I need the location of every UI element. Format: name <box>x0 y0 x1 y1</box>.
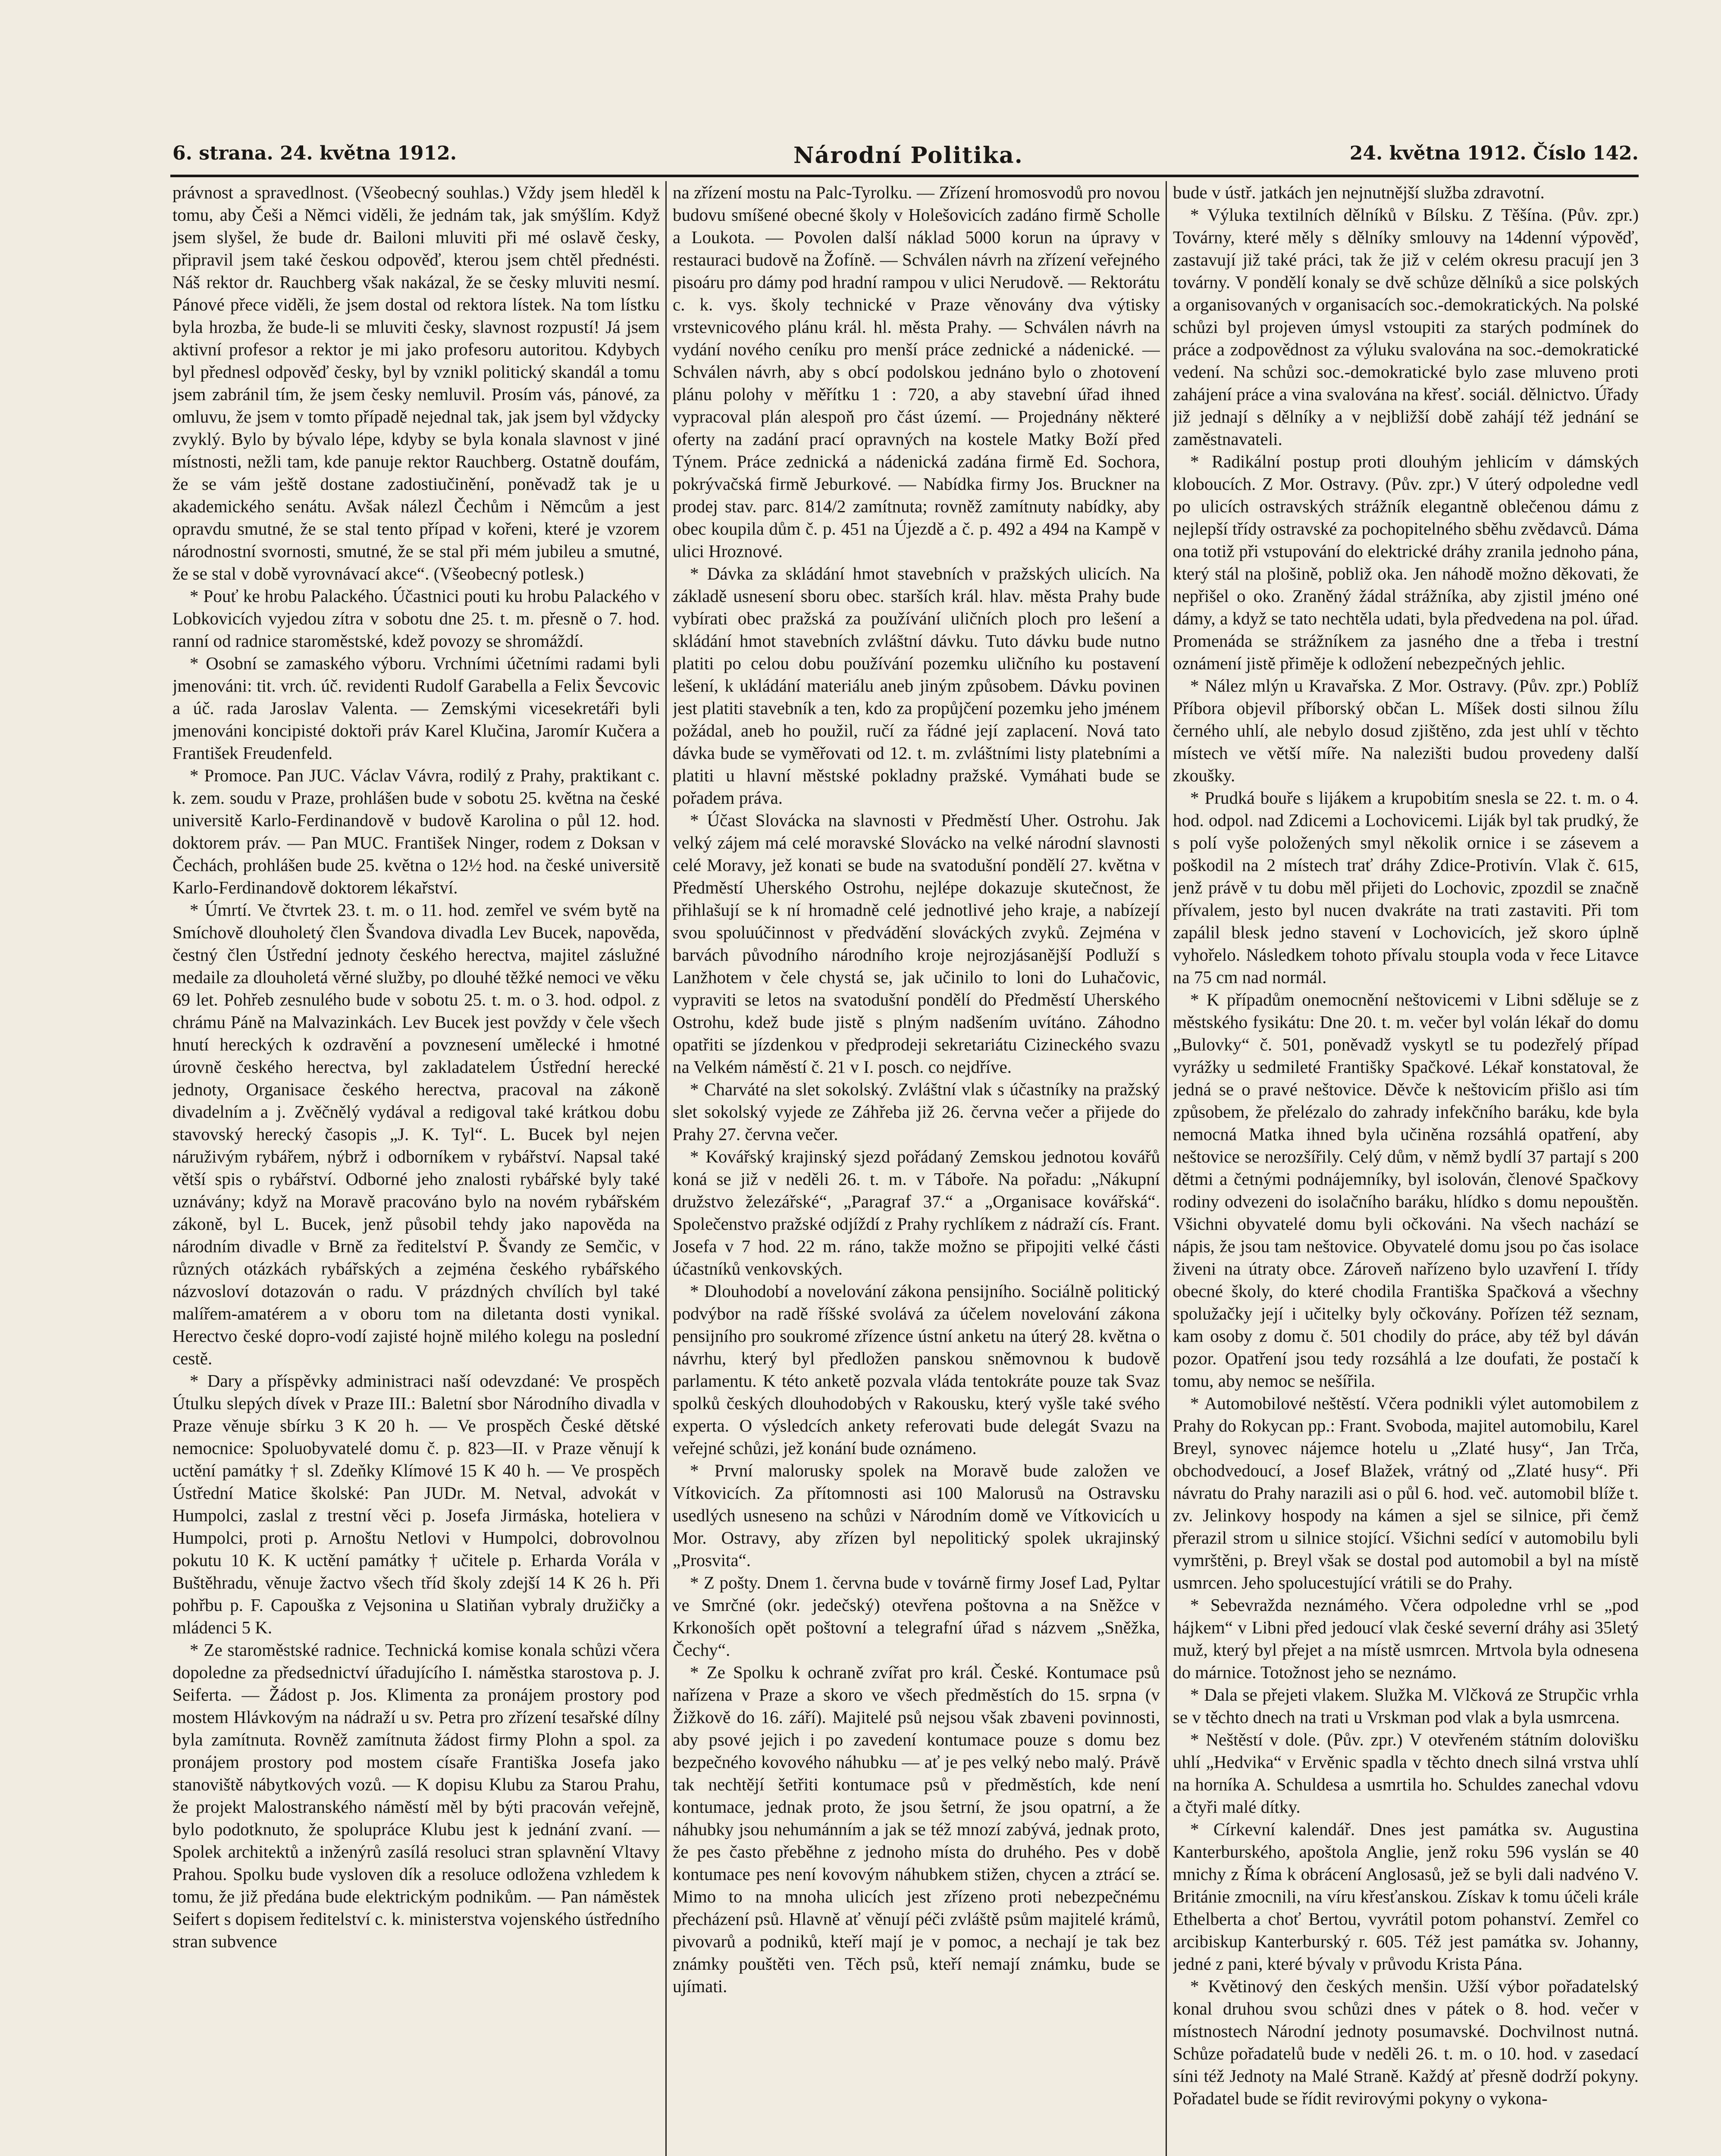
column-divider <box>1166 181 1167 2156</box>
article: * Církevní kalendář. Dnes jest památka sv. Augustina Kanterburského, apoštola Anglie, jenž roku 596 vyslán se 40 mnichy z Říma k obrácení Anglosasů, jež se byli dali nadvéno V. Británie zmocnili, na víru křesťanskou. Získav k tomu účeli krále Ethelberta a choť Bertou, vyvrátil potom pohanství. Zemřel co arcibiskup Kanterburský r. 605. Též jest památka sv. Johanny, jedné z pani, které bývaly v průvodu Krista Pána. <box>1173 1819 1639 1974</box>
article: * Výluka textilních dělníků v Bílsku. Z Těšína. (Pův. zpr.) Továrny, které měly s dělníky smlouvy na 14denní výpověď, zastavují již také práci, tak že již v celém okresu pracují jen 3 továrny. V pondělí konaly se dvě schůze dělníků a sice polských a organisovaných v organisacích soc.-demokratických. Na polské schůzi byl projeven úmysl vstoupiti za starých podmínek do práce a zodpovědnost za výluku svalována na soc.-demokratické vedení. Na schůzi soc.-demokratické bylo zase mluveno proti zahájení práce a vina svalována na křesť. sociál. dělnictvo. Úřady již jednají s dělníky a v nejbližší době zahájí též jednání se zaměstnavateli. <box>1173 205 1639 449</box>
article: * Ze staroměstské radnice. Technická komise konala schůzi včera dopoledne za předsednictví úřadujícího I. náměstka starostova p. J. Seiferta. — Žádost p. Jos. Klimenta za pronájem prostory pod mostem Hlávkovým na nádraží u sv. Petra pro zřízení tesařské dílny byla zamítnuta. Rovněž zamítnuta žádost firmy Plohn a spol. za pronájem prostory pod mostem císaře Františka Josefa jako stanoviště nábytkových vozů. — K dopisu Klubu za Starou Prahu, že projekt Malostranského náměstí měl by býti pracován veřejně, bylo podotknuto, že spolupráce Klubu jest k jednání zvaní. — Spolek architektů a inženýrů zasílá resoluci stran splavnění Vltavy Prahou. Spolku bude vysloven dík a resoluce odložena vzhledem k tomu, že již předána bude elektrickým podnikům. — Pan náměstek Seifert s dopisem ředitelství c. k. ministerstva vojenského ústředního stran subvence <box>172 1640 660 1951</box>
article: * Charváté na slet sokolský. Zvláštní vlak s účastníky na pražský slet sokolský vyjede ze Záhřeba již 26. června večer a přijede do Prahy 27. června večer. <box>673 1079 1160 1144</box>
header-masthead: Národní Politika. <box>793 142 1023 169</box>
article: * Kovářský krajinský sjezd pořádaný Zemskou jednotou kovářů koná se již v neděli 26. t. m. v Táboře. Na pořadu: „Nákupní družstvo železářské“, „Paragraf 37.“ a „Organisace kovářská“. Společenstvo pražské odjíždí z Prahy rychlíkem z nádraží cís. Frant. Josefa v 7 hod. 22 m. ráno, takže možno se připojiti velké části účastníků venkovských. <box>673 1147 1160 1279</box>
article: * Automobilové neštěstí. Včera podnikli výlet automobilem z Prahy do Rokycan pp.: Frant. Svoboda, majitel automobilu, Karel Breyl, synovec nájemce hotelu u „Zlaté husy“, Jan Trča, obchodvedoucí, a Josef Blažek, vrátný od „Zlaté husy“. Při návratu do Prahy narazili asi o půl 6. hod. več. automobil blíže t. zv. Jelinkovy hospody na kámen a sjel se silnice, při čemž přerazil strom u silnice stojící. Všichni sedící v automobilu byli vymrštěni, p. Breyl však se dostal pod automobil a byl na místě usmrcen. Jeho spolucestující vrátili se do Prahy. <box>1173 1393 1639 1592</box>
article: * První malorusky spolek na Moravě bude založen ve Vítkovicích. Za přítomnosti asi 100 Malorusů na Ostravsku usedlých usneseno na schůzi v Národním domě ve Vítkovicích u Mor. Ostravy, aby zřízen byl nepolitický spolek ukrajinský „Prosvita“. <box>673 1460 1160 1570</box>
article: * Dlouhodobí a novelování zákona pensijního. Sociálně politický podvýbor na radě říšské svolává za účelem novelování zákona pensijního pro soukromé zřízence ústní anketu na úterý 28. května o návrhu, který byl předložen panskou sněmovnou k budově parlamentu. K této anketě pozvala vláda tentokráte pouze tak Svaz spolků českých dlouhodobých v Rakousku, který vyšle také svého experta. O výsledcích ankety referovati bude delegát Svazu na veřejné schůzi, jež konání bude oznámeno. <box>673 1281 1160 1458</box>
column-3 <box>1173 181 1639 2156</box>
article: * Z pošty. Dnem 1. června bude v továrně firmy Josef Lad, Pyltar ve Smrčné (okr. jedečský) otevřena poštovna a na Sněžce v Krkonoších opět poštovní a telegrafní úřad s názvem „Sněžka, Čechy“. <box>673 1573 1160 1660</box>
article: * Dala se přejeti vlakem. Služka M. Vlčková ze Strupčic vrhla se v těchto dnech na trati u Vrskman pod vlak a byla usmrcena. <box>1173 1685 1639 1727</box>
page-header <box>172 142 1639 172</box>
article: * Květinový den českých menšin. Užší výbor pořadatelský konal druhou svou schůzi dnes v pátek o 8. hod. večer v místnostech Národní jednoty posumavské. Dochvilnost nutná. Schůze pořadatelů bude v neděli 26. t. m. o 10. hod. v zasedací síni též Jednoty na Malé Straně. Každý ať přesně dodrží pokyny. Pořadatel bude se řídit revirovými pokyny o vykona- <box>1173 1976 1639 2108</box>
article: právnost a spravedlnost. (Všeobecný souhlas.) Vždy jsem hleděl k tomu, aby Češi a Němci viděli, že jednám tak, jak smýšlím. Když jsem slyšel, že bude dr. Bailoni mluviti při mé oslavě česky, připravil jsem také českou odpověď, kterou jsem chtěl přednésti. Náš rektor dr. Rauchberg však nakázal, že se česky mluviti nesmí. Pánové přece viděli, že jsem dostal od rektora lístek. Na tom lístku byla hrozba, že bude-li se mluviti česky, slavnost rozpustí! Já jsem aktivní profesor a rektor je mi jako profesoru autoritou. Kdybych byl přednesl odpověď česky, byl by vznikl politický skandál a tomu jsem zabránil tím, že jsem česky nemluvil. Prosím vás, pánové, za omluvu, že jsem v tomto případě nejednal tak, jak jsem byl vždycky zvyklý. Bylo by bývalo lépe, kdyby se byla konala slavnost v jiné místnosti, nežli tam, kde panuje rektor Rauchberg. Ostatně doufám, že se vám ještě dostane zadostiučinění, poněvadž tak je u akademického senátu. Avšak nálezl Čechům i Němcům a jest opravdu smutné, že se stal tento případ v kořeni, které je vzorem národnostní svornosti, smutné, že se stal při mém jubileu a smutné, že se stal v době vyrovnávací akce“. (Všeobecný potlesk.) <box>172 182 660 583</box>
header-date-issue: 24. května 1912. Číslo 142. <box>1349 142 1639 164</box>
article: * Promoce. Pan JUC. Václav Vávra, rodilý z Prahy, praktikant c. k. zem. soudu v Praze, prohlášen bude v sobotu 25. května na české universitě Karlo-Ferdinandově v budově Karolina o půl 12. hod. doktorem práv. — Pan MUC. František Ninger, rodem z Doksan v Čechách, prohlášen bude 25. května o 12½ hod. na české universitě Karlo-Ferdinandově doktorem lékařství. <box>172 765 660 897</box>
header-rule <box>170 175 1639 177</box>
article: * Úmrtí. Ve čtvrtek 23. t. m. o 11. hod. zemřel ve svém bytě na Smíchově dlouholetý člen Švandova divadla Lev Bucek, napověda, čestný člen Ústřední jednoty českého herectva, majitel záslužné medaile za dlouholetá věrné služby, po dlouhé těžké nemoci ve věku 69 let. Pohřeb zesnulého bude v sobotu 25. t. m. o 3. hod. odpol. z chrámu Páně na Malvazinkách. Lev Bucek jest povždy v čele všech hnutí hereckých k ozdravění a povznesení umělecké i hmotné úrovně českého herectva, byl zakladatelem Ústřední herecké jednoty, Organisace českého herectva, pracoval na zákoně divadelním a j. Zvěčnělý vydával a redigoval také krátkou dobu stavovský herecký časopis „J. K. Tyl“. L. Bucek byl nejen náruživým rybářem, nýbrž i odborníkem v rybářství. Napsal také větší spis o rybářství. Odborné jeho znalosti rybářské byly také uznávány; když na Moravě pracováno bylo na novém rybářském zákoně, byl L. Bucek, jenž působil tehdy jako napověda na národním divadle v Brně za ředitelství P. Švandy ze Semčic, v různých otázkách rybářských a zejména českého rybářského názvosloví dotazován o radu. V prázdných chvílích byl také malířem-amatérem a v oboru tom na diletanta dosti vynikal. Herectvo české dopro-vodí zajisté hojně milého kolegu na poslední cestě. <box>172 900 660 1368</box>
article: * Radikální postup proti dlouhým jehlicím v dámských kloboucích. Z Mor. Ostravy. (Pův. zpr.) V úterý odpoledne vedl po ulicích ostravských strážník elegantně oblečenou dámu z nejlepší třídy ostravské za pochopitelného sběhu zvědavců. Dáma ona totiž při vstupování do elektrické dráhy zranila jednoho pána, který stál na plošině, pobliž oka. Jen náhodě možno děkovati, že nepřišel o oko. Zraněný žádal strážníka, aby zjistil jméno oné dámy, a když se tato nechtěla udati, byla předvedena na pol. úřad. Promenáda se strážníkem za jasného dne a třeba i trestní oznámení jistě přiměje k odložení nebezpečných jehlic. <box>1173 451 1639 673</box>
header-page-date: 6. strana. 24. května 1912. <box>172 142 457 164</box>
column-1 <box>172 181 660 2156</box>
article: * Pouť ke hrobu Palackého. Účastnici pouti ku hrobu Palackého v Lobkovicích vyjedou zítra v sobotu dne 25. t. m. přesně o 7. hod. ranní od radnice staroměstské, kdež povozy se shromáždí. <box>172 586 660 651</box>
article: * Osobní se zamaského výboru. Vrchními účetními radami byli jmenováni: tit. vrch. úč. revidenti Rudolf Garabella a Felix Ševcovic a úč. rada Jaroslav Valenta. — Zemskými vicesekretáři byli jmenováni koncipisté doktoři práv Karel Klučina, Jaromír Kučera a František Freudenfeld. <box>172 653 660 763</box>
article: * Sebevražda neznámého. Včera odpoledne vrhl se „pod hájkem“ v Libni před jedoucí vlak české severní dráhy asi 35letý muž, který byl přejet a na místě usmrcen. Mrtvola byla odnesena do márnice. Totožnost jeho se neznámo. <box>1173 1595 1639 1682</box>
article: * Nález mlýn u Kravařska. Z Mor. Ostravy. (Pův. zpr.) Poblíž Příbora objevil příborský občan L. Míšek dosti silnou žílu černého uhlí, ale nebylo dosud zjištěno, zda jest uhlí v těchto místech ve větší míře. Na nalezišti budou provedeny další zkoušky. <box>1173 676 1639 785</box>
article: * Prudká bouře s lijákem a krupobitím snesla se 22. t. m. o 4. hod. odpol. nad Zdicemi a Lochovicemi. Liják byl tak prudký, že s polí vyše položených smyl několik ornice i se zásevem a poškodil na 2 místech trať dráhy Zdice-Protivín. Vlak č. 615, jenž právě v tu dobu měl přijeti do Lochovic, zpozdil se značně přívalem, jesto byl nucen dvakráte na trati zastaviti. Při tom zapálil blesk jedno stavení v Lochovicích, jež skoro úplně vyhořelo. Následkem tohoto přívalu stoupla voda v řece Litavce na 75 cm nad normál. <box>1173 788 1639 987</box>
article: bude v ústř. jatkách jen nejnutnější služba zdravotní. <box>1173 182 1545 202</box>
article: * Účast Slovácka na slavnosti v Předměstí Uher. Ostrohu. Jak velký zájem má celé moravské Slovácko na velké národní slavnosti celé Moravy, jež konati se bude na svatodušní pondělí 27. května v Předměstí Uherského Ostrohu, nejlépe dokazuje skutečnost, že přihlašují se k ní hromadně celé jednotlivé jeho kraje, a nabízejí svou spoluúčinnost v předvádění slováckých zvyků. Zejména v barvách původního národního kroje nejrozjásanější Podluží s Lanžhotem v čele chystá se, jak učinilo to loni do Luhačovic, vypraviti se letos na svatodušní pondělí do Předměstí Uherského Ostrohu, kdež bude jistě s plným nadšením uvítáno. Záhodno opatřiti se jízdenkou v předprodeji sekretariátu Cizineckého svazu na Velkém náměstí č. 21 v I. posch. co nejdříve. <box>673 810 1160 1077</box>
article: * Ze Spolku k ochraně zvířat pro král. České. Kontumace psů nařízena v Praze a skoro ve všech předměstích do 15. srpna (v Žižkově do 16. září). Majitelé psů nejsou však zbaveni povinnosti, aby psové jejich i po zavedení kontumace pouze s domu bez bezpečného kovového náhubku — ať je pes velký nebo malý. Právě tak nechtějí šetřiti kontumace psů v předměstích, kde není kontumace, jednak proto, že jsou šetrní, že jsou opatrní, a že náhubky jsou nehumánním a jak se též mnozí zabývá, jednak proto, že pes často přeběhne z jednoho místa do druhého. Pes v době kontumace pes není kovovým náhubkem stižen, chycen a ztrácí se. Mimo to na mnoha ulicích jest zřízeno proti nebezpečnému přecházení psů. Hlavně ať věnují péči zvláště psům majitelé krámů, pivovarů a podniků, kteří mají je v pomoc, a nechají je tak bez známky pouštěti ven. Těch psů, kteří nemají známku, bude se ujímati. <box>673 1662 1160 1996</box>
article: * Dary a příspěvky administraci naší odevzdané: Ve prospěch Útulku slepých dívek v Praze III.: Baletní sbor Národního divadla v Praze věnuje sbírku 3 K 20 h. — Ve prospěch České dětské nemocnice: Spoluobyvatelé domu č. p. 823—II. v Praze věnují k uctění památky † sl. Zdeňky Klímové 15 K 40 h. — Ve prospěch Ústřední Matice školské: Pan JUDr. M. Netval, advokát v Humpolci, zaslal z trestní věci p. Josefa Jirmáska, hoteliera v Humpolci, proti p. Arnoštu Netlovi v Humpolci, dobrovolnou pokutu 10 K. K uctění památky † učitele p. Erharda Vorála v Buštěhradu, věnuje žactvo všech tříd školy zdejší 14 K 26 h. Při pohřbu p. F. Capouška z Vejsonina u Slatiňan vybraly družičky a mládenci 5 K. <box>172 1371 660 1637</box>
article: * K případům onemocnění neštovicemi v Libni sděluje se z městského fysikátu: Dne 20. t. m. večer byl volán lékař do domu „Bulovky“ č. 501, poněvadž vyskytl se tu podezřelý případ vyrážky u sedmileté Františky Spačkové. Lékař konstatoval, že jedná se o pravé neštovice. Děvče k neštovicím přišlo asi tím způsobem, že přelézalo do zahrady infekčního baráku, kde byla nemocná Matka ihned byla učiněna rozsáhlá opatření, aby neštovice se nerozšířily. Celý dům, v němž bydlí 37 partají s 200 dětmi a četnými podnájemníky, byl isolován, členové Spačkovy rodiny odvezeni do isolačního baráku, hlídko s domu nepouštěn. Všichni obyvatelé domu byli očkováni. Na všech nachází se nápis, že jsou tam neštovice. Obyvatelé domu jsou po čas isolace živeni na útraty obce. Zároveň nařízeno bylo uzavření I. třídy obecné školy, do které chodila Františka Spačková a všechny spolužačky její i učitelky byly očkovány. Pořízen též seznam, kam osoby z domu č. 501 chodily do práce, aby též byl dáván pozor. Opatření jsou tedy rozsáhlá a lze doufati, že postačí k tomu, aby nemoc se nešířila. <box>1173 990 1639 1391</box>
article: * Dávka za skládání hmot stavebních v pražských ulicích. Na základě usnesení sboru obec. starších král. hlav. města Prahy bude vybírati obec pražská za používání uličních ploch pro lešení a skládání hmot stavebních zvláštní dávku. Tuto dávku bude nutno platiti po celou dobu používání pozemku uličního ku postavení lešení, k ukládání materiálu aneb jiným způsobem. Dávku povinen jest platiti stavebník a ten, kdo za propůjčení pozemku jeho jménem požádal, aneb ho použil, ručí za řádné její zaplacení. Nová tato dávka bude se vyměřovati od 12. t. m. zvláštními listy platebními a platiti u hlavní městské pokladny pražské. Vymáhati bude se pořadem práva. <box>673 564 1160 808</box>
article: na zřízení mostu na Palc-Tyrolku. — Zřízení hromosvodů pro novou budovu smíšené obecné školy v Holešovicích zadáno firmě Scholle a Loukota. — Povolen další náklad 5000 korun na úpravy v restauraci budově na Žofíně. — Schválen návrh na zřízení veřejného pisoáru pro dámy pod hradní rampou v ulici Nerudově. — Rektorátu c. k. vys. školy technické v Praze věnovány dva výtisky vrstevnicového plánu král. hl. města Prahy. — Schválen návrh na vydání nového ceníku pro menší práce zednické a nádenické. — Schválen návrh, aby s obcí podolskou jednáno bylo o zhotovení plánu polohy v měřítku 1 : 720, a aby stavební úřad ihned vypracoval plán alespoň pro část území. — Projednány některé oferty na zadání prací opravných na kostele Matky Boží před Týnem. Práce zednická a nádenická zadána firmě Ed. Sochora, pokrývačská firmě Jeburkové. — Nabídka firmy Jos. Bruckner na prodej stav. parc. 814/2 zamítnuta; rovněž zamítnuty nabídky, aby obec koupila dům č. p. 451 na Újezdě a č. p. 492 a 494 na Kampě v ulici Hroznové. <box>673 182 1160 561</box>
article: * Neštěstí v dole. (Pův. zpr.) V otevřeném státním dolovišku uhlí „Hedvika“ v Ervěnic spadla v těchto dnech silná vrstva uhlí na horníka A. Schuldesa a usmrtila ho. Schuldes zanechal vdovu a čtyři malé dítky. <box>1173 1730 1639 1817</box>
column-divider <box>665 181 667 2156</box>
column-2 <box>673 181 1160 2156</box>
